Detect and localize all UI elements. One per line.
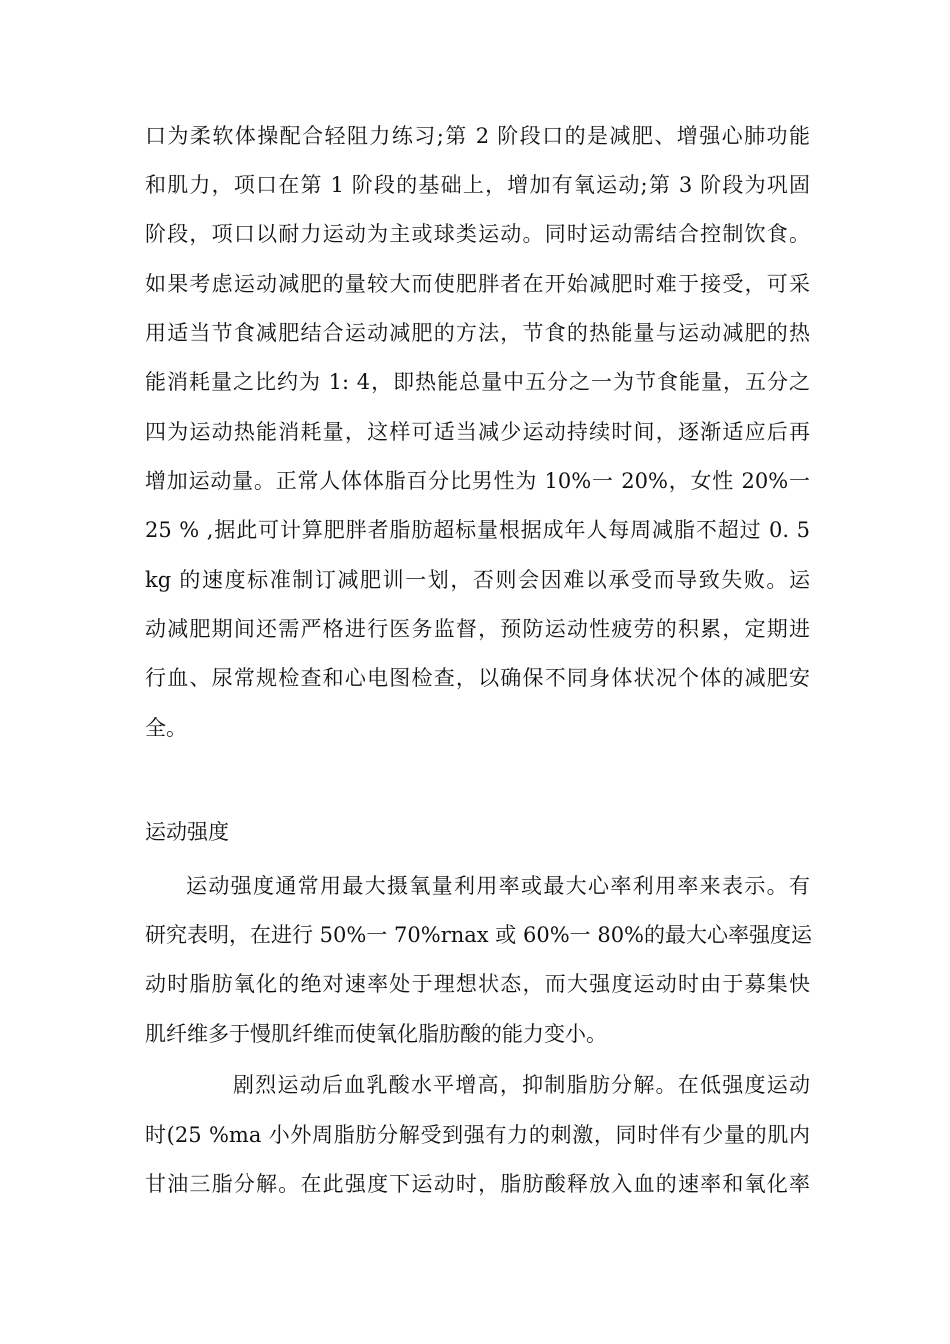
text-line: 四为运动热能消耗量，这样可适当减少运动持续时间，逐渐适应后再 <box>145 420 810 444</box>
text-line: 动减肥期间还需严格进行医务监督，预防运动性疲劳的积累，定期进 <box>145 617 810 641</box>
text-line: 和肌力，项口在第 1 阶段的基础上，增加有氧运动;第 3 阶段为巩固 <box>145 173 810 197</box>
text-line: 口为柔软体操配合轻阻力练习;第 2 阶段口的是减肥、增强心肺功能 <box>145 124 810 148</box>
section-heading: 运动强度 <box>145 820 229 844</box>
text-line: 肌纤维多于慢肌纤维而使氧化脂肪酸的能力变小。 <box>145 1022 607 1046</box>
text-line: 阶段，项口以耐力运动为主或球类运动。同时运动需结合控制饮食。 <box>145 222 810 246</box>
text-line: 用适当节食减肥结合运动减肥的方法，节食的热能量与运动减肥的热 <box>145 321 810 345</box>
text-line: 行血、尿常规检查和心电图检查，以确保不同身体状况个体的减肥安 <box>145 666 810 690</box>
text-line: 25 % ,据此可计算肥胖者脂肪超标量根据成年人每周减脂不超过 0. 5 <box>145 518 810 542</box>
text-line: kg 的速度标准制订减肥训一划，否则会因难以承受而导致失败。运 <box>145 568 810 592</box>
text-line: 时(25 %ma 小外周脂肪分解受到强有力的刺激，同时伴有少量的肌内 <box>145 1123 810 1147</box>
text-line: 甘油三脂分解。在此强度下运动时，脂肪酸释放入血的速率和氧化率 <box>145 1172 810 1196</box>
text-line: 动时脂肪氧化的绝对速率处于理想状态，而大强度运动时由于募集快 <box>145 972 810 996</box>
text-line: 研究表明，在进行 50%一 70%rnax 或 60%一 80%的最大心率强度运 <box>145 923 813 947</box>
text-line: 全。 <box>145 716 187 740</box>
text-line: 如果考虑运动减肥的量较大而使肥胖者在开始减肥时难于接受，可采 <box>145 272 810 296</box>
text-line: 运动强度通常用最大摄氧量利用率或最大心率利用率来表示。有 <box>186 874 810 898</box>
text-line: 剧烈运动后血乳酸水平增高，抑制脂肪分解。在低强度运动 <box>233 1073 810 1097</box>
text-line: 增加运动量。正常人体体脂百分比男性为 10%一 20%，女性 20%一 <box>145 469 810 493</box>
text-line: 能消耗量之比约为 1: 4，即热能总量中五分之一为节食能量，五分之 <box>145 370 810 394</box>
